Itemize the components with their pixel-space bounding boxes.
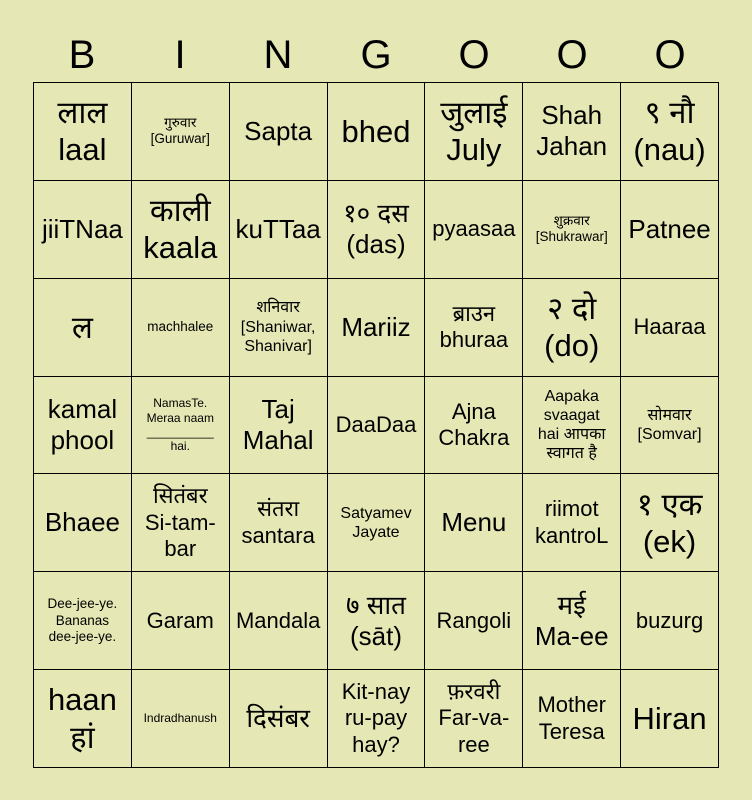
bingo-cell[interactable] [34, 83, 132, 181]
bingo-cell[interactable] [425, 181, 523, 279]
bingo-cell[interactable] [523, 279, 621, 377]
cell-text: दिसंबर [246, 702, 310, 733]
bingo-grid [33, 82, 719, 768]
cell-text: Satyamev Jayate [340, 504, 412, 541]
cell-text: Rangoli [436, 607, 512, 633]
bingo-cell[interactable] [621, 279, 719, 377]
cell-text: Menu [441, 507, 507, 538]
bingo-cell[interactable] [425, 474, 523, 572]
bingo-cell[interactable] [328, 83, 426, 181]
bingo-cell[interactable] [425, 572, 523, 670]
bingo-cell[interactable] [621, 572, 719, 670]
cell-text: jiiTNaa [41, 213, 123, 244]
bingo-cell[interactable] [523, 474, 621, 572]
bingo-cell[interactable] [328, 670, 426, 768]
bingo-cell[interactable] [328, 474, 426, 572]
cell-text: शनिवार [Shaniwar, Shanivar] [240, 299, 316, 355]
bingo-cell[interactable] [132, 279, 230, 377]
cell-text: Dee-jee-ye. Bananas dee-jee-ye. [47, 596, 118, 644]
bingo-cell[interactable] [230, 377, 328, 475]
bingo-cell[interactable] [328, 181, 426, 279]
cell-text: जुलाई July [440, 95, 508, 168]
cell-text: २ दो (do) [544, 290, 600, 364]
bingo-cell[interactable] [34, 572, 132, 670]
bingo-cell[interactable] [230, 279, 328, 377]
bingo-cell[interactable] [425, 83, 523, 181]
cell-text: ब्राउन bhuraa [439, 300, 509, 353]
bingo-cell[interactable] [523, 83, 621, 181]
cell-text: riimot kantroL [535, 496, 609, 548]
cell-text: buzurg [635, 607, 704, 633]
cell-text: Kit-nay ru-pay hay? [341, 678, 411, 757]
cell-text: Hiran [632, 700, 707, 736]
cell-text: Aapaka svaagat hai आपका स्वागत है [537, 387, 606, 463]
cell-text: काली kaala [143, 193, 218, 266]
header-letter: G [360, 33, 392, 77]
cell-text: ९ नौ (nau) [633, 95, 706, 168]
bingo-cell[interactable] [132, 670, 230, 768]
bingo-cell[interactable] [621, 181, 719, 279]
cell-text: फ़रवरी Far-va- ree [438, 678, 510, 757]
bingo-cell[interactable] [34, 670, 132, 768]
cell-text: Patnee [628, 213, 711, 244]
bingo-cell[interactable] [230, 181, 328, 279]
cell-text: सितंबर Si-tam- bar [144, 483, 216, 562]
cell-text: machhalee [147, 319, 214, 335]
cell-text: ल [71, 309, 93, 345]
cell-text: Mother Teresa [537, 692, 606, 744]
bingo-cell[interactable] [328, 377, 426, 475]
cell-text: १ एक (ek) [636, 486, 703, 559]
bingo-cell[interactable] [132, 181, 230, 279]
cell-text: Garam [146, 607, 214, 633]
bingo-cell[interactable] [230, 572, 328, 670]
header-letter: N [263, 33, 293, 77]
bingo-cell[interactable] [132, 83, 230, 181]
cell-text: Taj Mahal [242, 393, 314, 455]
header-letter: O [458, 33, 490, 77]
bingo-cell[interactable] [621, 474, 719, 572]
bingo-cell[interactable] [523, 181, 621, 279]
bingo-cell[interactable] [328, 279, 426, 377]
header-letter: O [654, 33, 686, 77]
cell-text: kamal phool [47, 393, 118, 455]
header-letter: B [68, 33, 96, 77]
bingo-cell[interactable] [34, 377, 132, 475]
cell-text: Mandala [235, 607, 321, 633]
bingo-cell[interactable] [425, 279, 523, 377]
bingo-cell[interactable] [34, 181, 132, 279]
bingo-cell[interactable] [132, 572, 230, 670]
bingo-cell[interactable] [425, 670, 523, 768]
cell-text: संतरा santara [241, 496, 315, 548]
bingo-cell[interactable] [230, 670, 328, 768]
cell-text: Bhaee [44, 507, 121, 538]
cell-text: ७ सात (sāt) [346, 589, 406, 651]
bingo-cell[interactable] [621, 670, 719, 768]
bingo-cell[interactable] [132, 474, 230, 572]
cell-text: Indradhanush [143, 711, 217, 726]
cell-text: pyaasaa [432, 216, 516, 242]
bingo-header [33, 28, 719, 82]
bingo-cell[interactable] [523, 377, 621, 475]
cell-text: haan हां [47, 682, 117, 755]
cell-text: Ajna Chakra [438, 398, 510, 450]
cell-text: लाल laal [57, 95, 108, 168]
cell-text: १० दस (das) [343, 198, 409, 260]
cell-text: DaaDaa [335, 411, 417, 437]
header-letter: I [174, 33, 186, 77]
cell-text: Haaraa [633, 313, 706, 339]
bingo-cell[interactable] [230, 474, 328, 572]
bingo-cell[interactable] [34, 279, 132, 377]
cell-text: मई Ma-ee [534, 589, 609, 651]
cell-text: bhed [341, 113, 411, 149]
cell-text: NamasTe. Meraa naam __________ hai. [146, 396, 214, 454]
bingo-cell[interactable] [34, 474, 132, 572]
bingo-cell[interactable] [621, 83, 719, 181]
cell-text: Mariiz [341, 311, 411, 342]
cell-text: गुरुवार [Guruwar] [150, 115, 210, 147]
cell-text: Sapta [244, 115, 313, 146]
bingo-cell[interactable] [230, 83, 328, 181]
bingo-cell[interactable] [523, 572, 621, 670]
bingo-cell[interactable] [425, 377, 523, 475]
bingo-cell[interactable] [523, 670, 621, 768]
cell-text: kuTTaa [235, 213, 321, 244]
cell-text: शुक्रवार [Shukrawar] [535, 213, 608, 245]
cell-text: Shah Jahan [536, 100, 608, 162]
header-letter: O [556, 33, 588, 77]
bingo-cell[interactable] [621, 377, 719, 475]
bingo-cell[interactable] [328, 572, 426, 670]
bingo-cell[interactable] [132, 377, 230, 475]
cell-text: सोमवार [Somvar] [637, 406, 702, 443]
